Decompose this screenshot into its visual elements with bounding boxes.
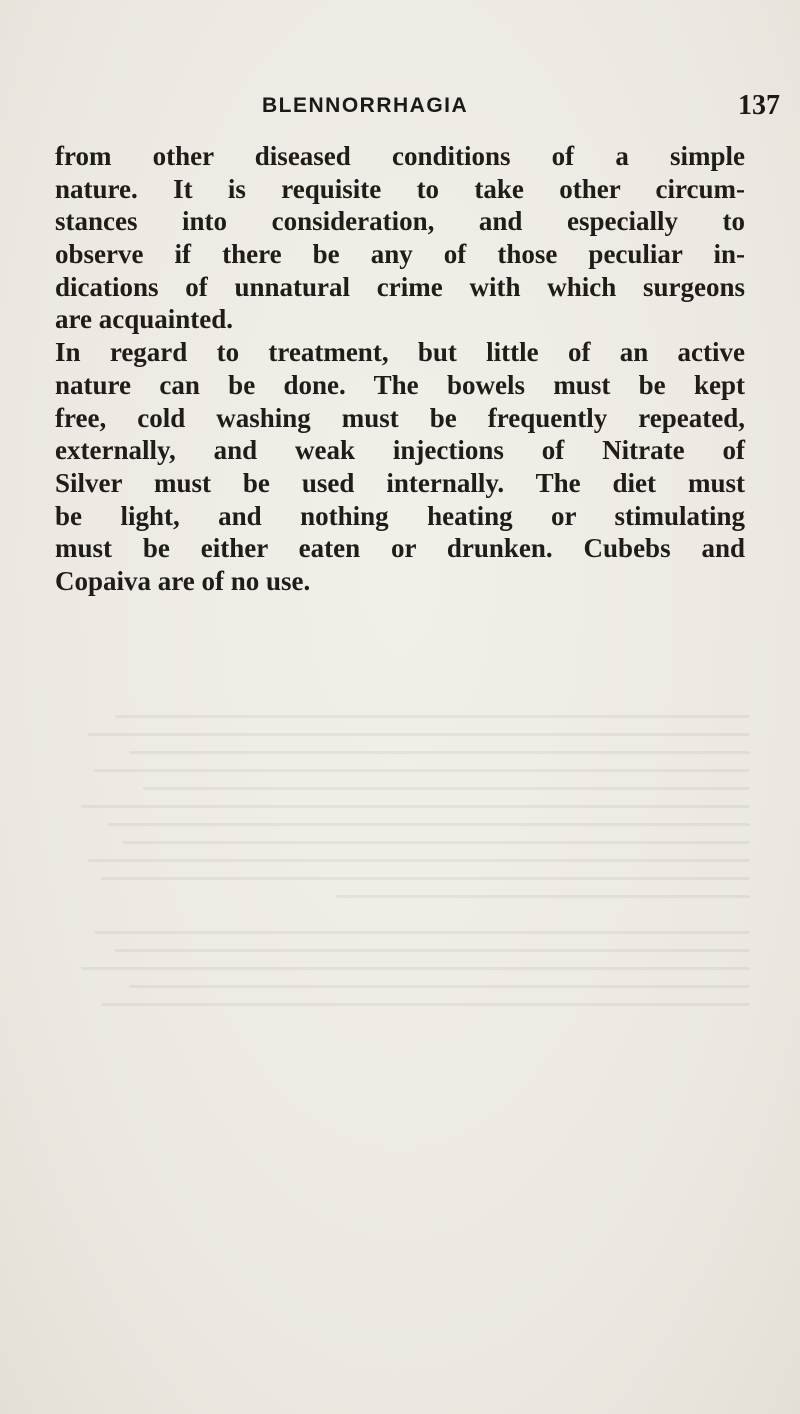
text-line: be light, and nothing heating or stimulating bbox=[55, 500, 745, 531]
text-line: must be either eaten or drunken. Cubebs and bbox=[55, 533, 745, 564]
text-line: observe if there be any of those peculiar in- bbox=[55, 239, 745, 270]
text-line: dications of unnatural crime with which surgeons bbox=[55, 271, 745, 302]
text-line: are acquainted. bbox=[55, 304, 234, 335]
page-header bbox=[0, 90, 800, 134]
text-line: externally, and weak injections of Nitrate of bbox=[55, 435, 745, 466]
text-line: Copaiva are of no use. bbox=[55, 565, 311, 596]
text-line: stances into consideration, and especially to bbox=[55, 206, 745, 237]
text-line: In regard to treatment, but little of an active bbox=[55, 337, 745, 368]
text-line: nature can be done. The bowels must be kept bbox=[55, 369, 745, 400]
text-line: nature. It is requisite to take other circum- bbox=[55, 173, 745, 204]
show-through-texture bbox=[60, 700, 750, 1400]
text-line: from other diseased conditions of a simple bbox=[55, 141, 745, 171]
text-line: free, cold washing must be frequently repeated, bbox=[55, 402, 745, 433]
body-text bbox=[55, 140, 745, 598]
page-number: 137 bbox=[738, 90, 780, 121]
text-line: Silver must be used internally. The diet must bbox=[55, 467, 745, 498]
running-head: BLENNORRHAGIA bbox=[262, 94, 469, 117]
